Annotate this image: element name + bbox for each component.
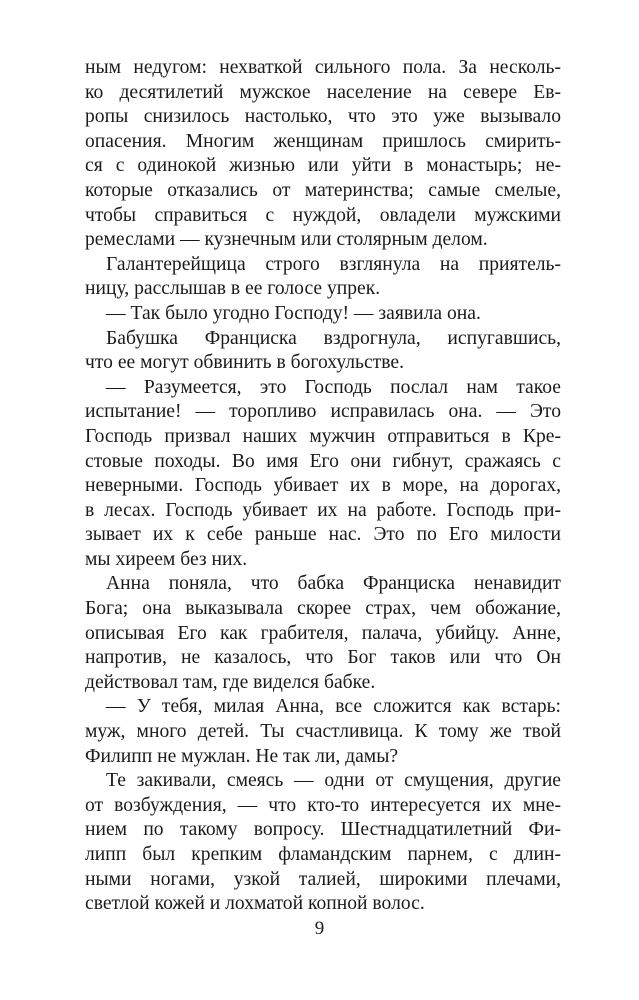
text-line: что ее могут обвинить в богохульстве. [85,352,404,374]
text-line: мы хиреем без них. [85,548,248,570]
text-line: муж, много детей. Ты счастливица. К тому же твой [85,721,561,743]
text-line: нием по такому вопросу. Шестнадцатилетний Фи- [85,819,561,841]
text-line: — Разумеется, это Господь послал нам такое [106,376,561,398]
text-line: действовал там, где виделся бабке. [85,671,376,693]
text-line: светлой кожей и лохматой копной волос. [85,893,425,915]
text-line: испытание! — торопливо исправилась она. — Это [85,401,561,423]
text-line: ремеслами — кузнечным или столярным делом. [85,229,488,251]
text-line: ропы снизилось настолько, что это уже вызывало [85,106,561,128]
text-line: которые отказались от материнства; самые смелые, [85,179,561,201]
text-line: зывает их к себе раньше нас. Это по Его милости [85,524,561,546]
text-line: ным недугом: нехваткой сильного пола. За несколь- [85,57,561,78]
text-line: Галантерейщица строго взглянула на приятель- [106,253,561,275]
text-line: ницу, расслышав в ее голосе упрек. [85,278,381,300]
text-line: Господь призвал наших мужчин отправиться в Кре- [85,425,561,447]
text-line: — У тебя, милая Анна, все сложится как встарь: [106,696,561,718]
text-line: Те закивали, смеясь — одни от смущения, другие [106,770,561,792]
text-line: чтобы справиться с нуждой, овладели мужскими [85,204,561,226]
text-line: ся с одинокой жизнью или уйти в монастырь; не- [85,155,561,177]
text-line: Филипп не мужлан. Не так ли, дамы? [85,745,399,767]
text-line: опасения. Многим женщинам пришлось смирить- [85,130,561,152]
text-line: липп был крепким фламандским парнем, с длин- [85,844,561,865]
text-line: Анна поняла, что бабка Франциска ненавидит [106,573,561,595]
text-line: ко десятилетий мужское население на севере Ев- [85,81,561,103]
text-line: ными ногами, узкой талией, широкими плечами, [85,868,561,890]
text-line: в лесах. Господь убивает их на работе. Господь при- [85,499,561,521]
text-line: напротив, не казалось, что Бог таков или что Он [85,647,561,669]
text-line: стовые походы. Во имя Его они гибнут, сражаясь с [85,450,561,472]
text-line: Бога; она выказывала скорее страх, чем обожание, [85,598,561,620]
text-line: неверными. Господь убивает их в море, на дорогах, [85,475,561,497]
page-number: 9 [314,918,325,939]
text-line: — Так было угодно Господу! — заявила она. [106,302,481,324]
text-line: от возбуждения, — что кто-то интересуется их мне- [85,794,561,816]
body-text [85,56,561,917]
text-line: Бабушка Франциска вздрогнула, испугавшись, [106,327,561,349]
text-line: описывая Его как грабителя, палача, убийцу. Анне, [85,622,561,644]
